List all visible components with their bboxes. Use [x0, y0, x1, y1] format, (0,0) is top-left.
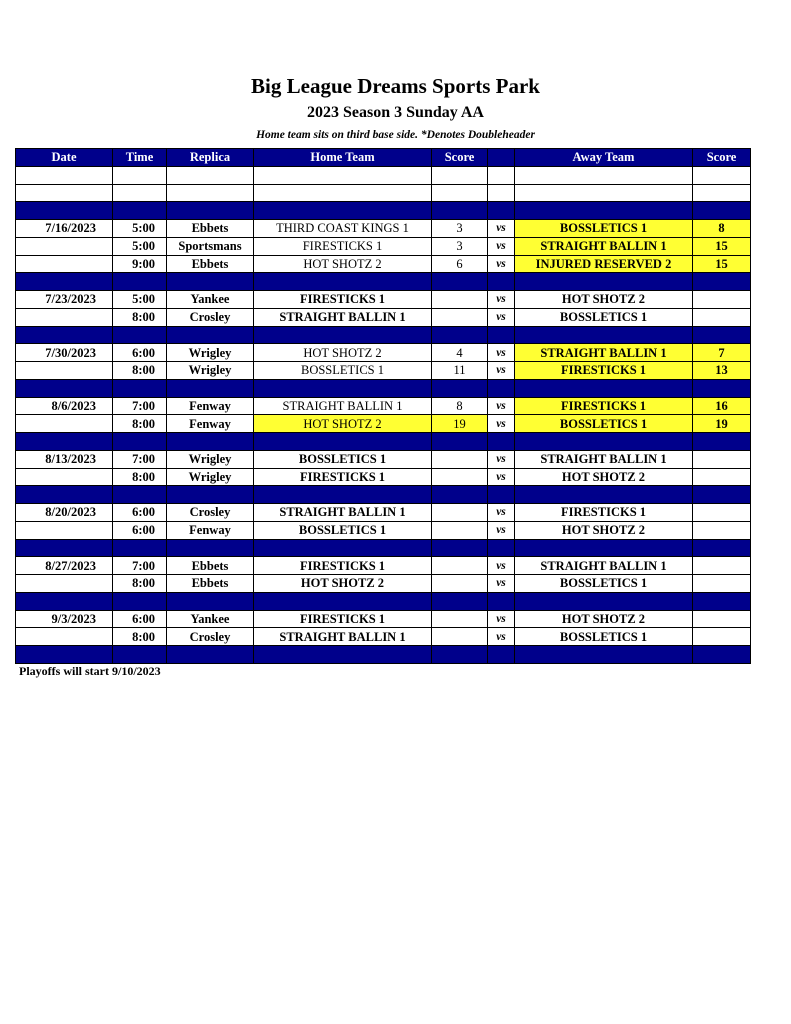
home-team: HOT SHOTZ 2	[254, 255, 432, 273]
replica-field: Wrigley	[167, 450, 254, 468]
game-date	[16, 237, 113, 255]
game-time: 7:00	[113, 557, 167, 575]
home-score: 19	[432, 415, 488, 433]
column-header-date: Date	[16, 149, 113, 167]
home-team: HOT SHOTZ 2	[254, 575, 432, 593]
game-time: 6:00	[113, 610, 167, 628]
header-row	[16, 149, 751, 167]
vs-label: vs	[488, 628, 515, 646]
home-score	[432, 610, 488, 628]
column-header-away-team: Away Team	[515, 149, 693, 167]
replica-field: Wrigley	[167, 362, 254, 380]
game-date: 9/3/2023	[16, 610, 113, 628]
away-team: HOT SHOTZ 2	[515, 468, 693, 486]
game-date	[16, 521, 113, 539]
away-team: BOSSLETICS 1	[515, 220, 693, 238]
game-row	[16, 308, 751, 326]
column-header-away-score: Score	[693, 149, 751, 167]
game-time: 5:00	[113, 220, 167, 238]
game-date	[16, 362, 113, 380]
replica-field: Ebbets	[167, 220, 254, 238]
replica-field: Ebbets	[167, 557, 254, 575]
game-row	[16, 575, 751, 593]
game-date: 8/27/2023	[16, 557, 113, 575]
game-date: 7/30/2023	[16, 344, 113, 362]
away-score	[693, 504, 751, 522]
game-date: 7/16/2023	[16, 220, 113, 238]
home-team: HOT SHOTZ 2	[254, 344, 432, 362]
separator-row	[16, 433, 751, 451]
away-team: HOT SHOTZ 2	[515, 291, 693, 309]
away-score	[693, 291, 751, 309]
replica-field: Ebbets	[167, 255, 254, 273]
blank-row	[16, 166, 751, 184]
game-row	[16, 450, 751, 468]
game-time: 8:00	[113, 468, 167, 486]
separator-row	[16, 539, 751, 557]
vs-label: vs	[488, 220, 515, 238]
home-team: STRAIGHT BALLIN 1	[254, 308, 432, 326]
vs-label: vs	[488, 415, 515, 433]
replica-field: Sportsmans	[167, 237, 254, 255]
away-score	[693, 521, 751, 539]
game-date: 8/13/2023	[16, 450, 113, 468]
home-team: BOSSLETICS 1	[254, 450, 432, 468]
vs-label: vs	[488, 610, 515, 628]
home-score	[432, 450, 488, 468]
game-row	[16, 504, 751, 522]
replica-field: Yankee	[167, 610, 254, 628]
replica-field: Wrigley	[167, 344, 254, 362]
vs-label: vs	[488, 468, 515, 486]
home-score	[432, 575, 488, 593]
home-team: BOSSLETICS 1	[254, 521, 432, 539]
home-score: 11	[432, 362, 488, 380]
game-row	[16, 220, 751, 238]
home-team: FIRESTICKS 1	[254, 237, 432, 255]
replica-field: Fenway	[167, 397, 254, 415]
vs-label: vs	[488, 291, 515, 309]
schedule-body	[16, 166, 751, 663]
game-row	[16, 415, 751, 433]
replica-field: Fenway	[167, 415, 254, 433]
away-score: 15	[693, 237, 751, 255]
game-row	[16, 468, 751, 486]
game-date	[16, 308, 113, 326]
game-row	[16, 557, 751, 575]
game-date	[16, 255, 113, 273]
away-team: FIRESTICKS 1	[515, 397, 693, 415]
replica-field: Crosley	[167, 628, 254, 646]
separator-row	[16, 379, 751, 397]
home-score: 4	[432, 344, 488, 362]
vs-label: vs	[488, 504, 515, 522]
away-team: STRAIGHT BALLIN 1	[515, 237, 693, 255]
away-score	[693, 610, 751, 628]
vs-label: vs	[488, 450, 515, 468]
game-date	[16, 628, 113, 646]
game-row	[16, 344, 751, 362]
separator-row	[16, 592, 751, 610]
game-time: 8:00	[113, 415, 167, 433]
replica-field: Crosley	[167, 504, 254, 522]
game-date: 8/6/2023	[16, 397, 113, 415]
home-score	[432, 468, 488, 486]
home-team: BOSSLETICS 1	[254, 362, 432, 380]
home-score: 8	[432, 397, 488, 415]
column-header-vs	[488, 149, 515, 167]
game-time: 8:00	[113, 362, 167, 380]
game-time: 6:00	[113, 504, 167, 522]
blank-row	[16, 184, 751, 202]
page-title: Big League Dreams Sports Park	[251, 74, 540, 98]
game-date: 8/20/2023	[16, 504, 113, 522]
away-team: BOSSLETICS 1	[515, 415, 693, 433]
game-row	[16, 397, 751, 415]
away-team: INJURED RESERVED 2	[515, 255, 693, 273]
away-team: HOT SHOTZ 2	[515, 521, 693, 539]
game-time: 6:00	[113, 344, 167, 362]
game-date	[16, 468, 113, 486]
away-team: HOT SHOTZ 2	[515, 610, 693, 628]
home-score	[432, 628, 488, 646]
separator-row	[16, 273, 751, 291]
vs-label: vs	[488, 397, 515, 415]
home-score	[432, 557, 488, 575]
home-score: 3	[432, 237, 488, 255]
game-date	[16, 415, 113, 433]
vs-label: vs	[488, 308, 515, 326]
away-team: BOSSLETICS 1	[515, 628, 693, 646]
away-score: 7	[693, 344, 751, 362]
separator-row	[16, 202, 751, 220]
vs-label: vs	[488, 255, 515, 273]
home-team: FIRESTICKS 1	[254, 468, 432, 486]
game-time: 9:00	[113, 255, 167, 273]
home-score: 6	[432, 255, 488, 273]
away-team: BOSSLETICS 1	[515, 308, 693, 326]
vs-label: vs	[488, 362, 515, 380]
vs-label: vs	[488, 575, 515, 593]
playoffs-note: Playoffs will start 9/10/2023	[19, 664, 161, 678]
home-score	[432, 308, 488, 326]
vs-label: vs	[488, 237, 515, 255]
home-team: FIRESTICKS 1	[254, 610, 432, 628]
schedule-note: Home team sits on third base side. *Denotes Doubleheader	[256, 129, 535, 141]
vs-label: vs	[488, 344, 515, 362]
separator-row	[16, 486, 751, 504]
vs-label: vs	[488, 557, 515, 575]
game-date: 7/23/2023	[16, 291, 113, 309]
home-score: 3	[432, 220, 488, 238]
column-header-time: Time	[113, 149, 167, 167]
away-team: STRAIGHT BALLIN 1	[515, 450, 693, 468]
home-score	[432, 504, 488, 522]
replica-field: Yankee	[167, 291, 254, 309]
away-team: FIRESTICKS 1	[515, 504, 693, 522]
game-time: 8:00	[113, 308, 167, 326]
away-team: FIRESTICKS 1	[515, 362, 693, 380]
game-row	[16, 610, 751, 628]
replica-field: Crosley	[167, 308, 254, 326]
column-header-home-score: Score	[432, 149, 488, 167]
column-header-home-team: Home Team	[254, 149, 432, 167]
game-row	[16, 255, 751, 273]
away-score	[693, 628, 751, 646]
game-time: 8:00	[113, 575, 167, 593]
home-team: THIRD COAST KINGS 1	[254, 220, 432, 238]
away-team: STRAIGHT BALLIN 1	[515, 557, 693, 575]
separator-row	[16, 646, 751, 664]
home-score	[432, 521, 488, 539]
away-score: 16	[693, 397, 751, 415]
game-time: 5:00	[113, 291, 167, 309]
game-time: 7:00	[113, 450, 167, 468]
season-subtitle: 2023 Season 3 Sunday AA	[307, 104, 484, 121]
replica-field: Fenway	[167, 521, 254, 539]
game-time: 5:00	[113, 237, 167, 255]
game-row	[16, 628, 751, 646]
game-time: 7:00	[113, 397, 167, 415]
away-score: 19	[693, 415, 751, 433]
away-score: 15	[693, 255, 751, 273]
game-time: 8:00	[113, 628, 167, 646]
game-time: 6:00	[113, 521, 167, 539]
away-score	[693, 468, 751, 486]
home-team: FIRESTICKS 1	[254, 557, 432, 575]
home-team: STRAIGHT BALLIN 1	[254, 504, 432, 522]
vs-label: vs	[488, 521, 515, 539]
home-team: STRAIGHT BALLIN 1	[254, 628, 432, 646]
game-row	[16, 291, 751, 309]
replica-field: Ebbets	[167, 575, 254, 593]
game-row	[16, 362, 751, 380]
game-row	[16, 237, 751, 255]
away-score: 13	[693, 362, 751, 380]
home-team: FIRESTICKS 1	[254, 291, 432, 309]
replica-field: Wrigley	[167, 468, 254, 486]
away-score	[693, 557, 751, 575]
game-date	[16, 575, 113, 593]
schedule-table	[15, 148, 751, 664]
away-score	[693, 575, 751, 593]
home-team: HOT SHOTZ 2	[254, 415, 432, 433]
home-team: STRAIGHT BALLIN 1	[254, 397, 432, 415]
away-score	[693, 308, 751, 326]
game-row	[16, 521, 751, 539]
away-team: STRAIGHT BALLIN 1	[515, 344, 693, 362]
away-score: 8	[693, 220, 751, 238]
column-header-replica: Replica	[167, 149, 254, 167]
home-score	[432, 291, 488, 309]
away-team: BOSSLETICS 1	[515, 575, 693, 593]
away-score	[693, 450, 751, 468]
separator-row	[16, 326, 751, 344]
